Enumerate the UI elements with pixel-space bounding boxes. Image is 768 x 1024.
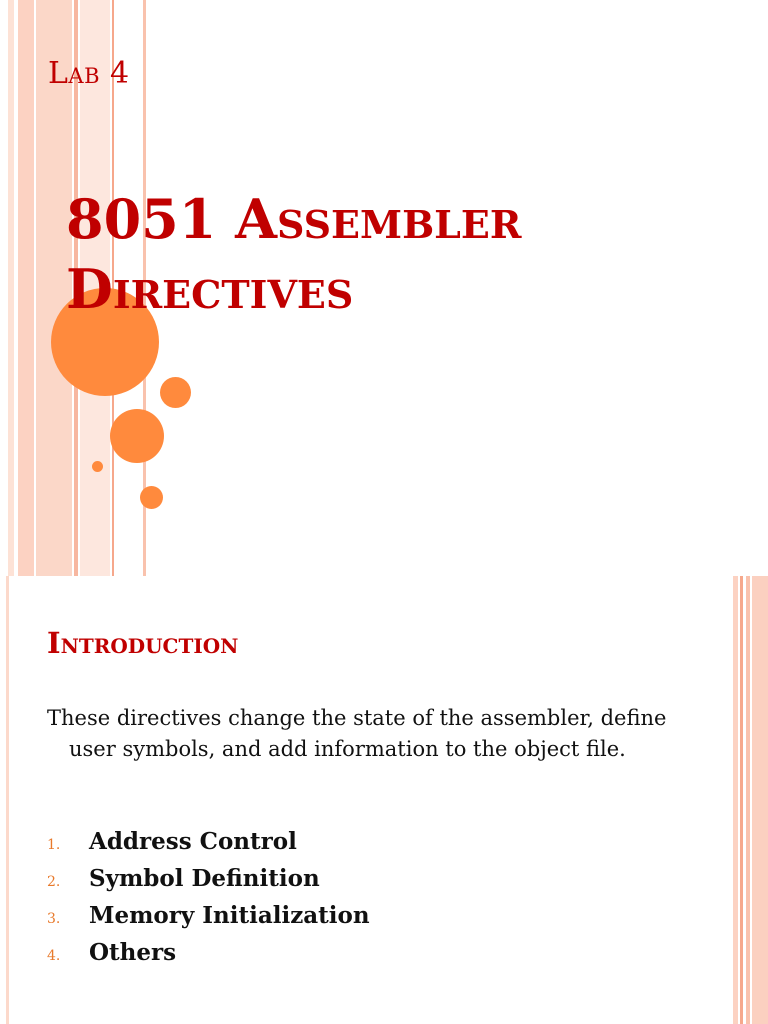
intro-slide: [0, 576, 768, 1024]
decor-stripe: [746, 576, 750, 1024]
list-label: Address Control: [89, 828, 297, 855]
lab-subtitle: Lab 4: [48, 56, 130, 91]
decor-stripe: [740, 576, 743, 1024]
list-item: [47, 860, 370, 897]
directive-list: [47, 823, 370, 971]
list-label: Others: [89, 939, 177, 966]
decor-stripe: [6, 576, 9, 1024]
list-number: 2.: [47, 874, 61, 890]
intro-paragraph: These directives change the state of the assembler, define user symbols, and add information to the object file.: [47, 706, 667, 761]
list-number: 1.: [47, 837, 61, 853]
section-title: Introduction: [47, 626, 239, 660]
decor-stripe: [8, 0, 14, 576]
list-item: [47, 823, 370, 860]
list-number: 3.: [47, 911, 61, 927]
decor-circle: [110, 409, 164, 463]
slide-title: 8051 Assembler Directives: [66, 187, 522, 321]
decor-circle: [160, 377, 191, 408]
list-item: [47, 897, 370, 934]
list-number: 4.: [47, 948, 61, 964]
decor-circle-tiny: [92, 461, 103, 472]
decor-stripe: [18, 0, 34, 576]
decor-circle: [140, 486, 163, 509]
decor-stripe: [752, 576, 768, 1024]
list-label: Memory Initialization: [89, 902, 370, 929]
list-item: [47, 934, 370, 971]
decor-stripe: [733, 576, 738, 1024]
list-label: Symbol Definition: [89, 865, 320, 892]
